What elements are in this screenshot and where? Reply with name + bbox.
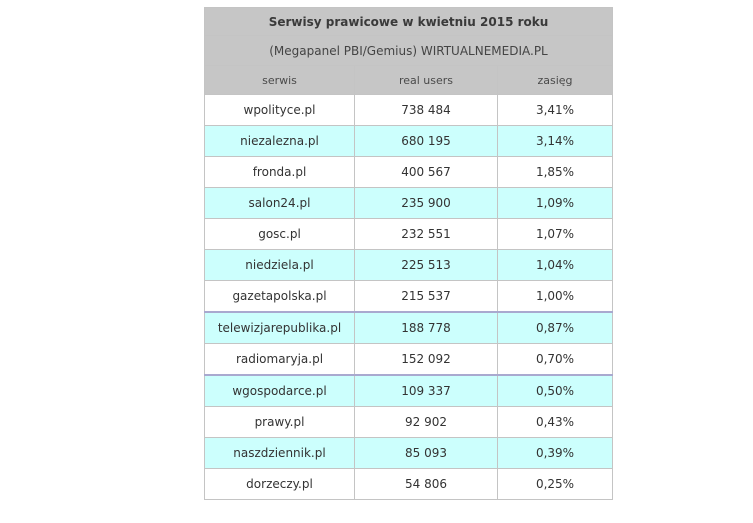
table-row <box>205 469 613 500</box>
real-users-cell: 235 900 <box>355 188 498 219</box>
reach-cell: 3,41% <box>498 95 613 126</box>
table-title: Serwisy prawicowe w kwietniu 2015 roku <box>205 8 613 36</box>
real-users-cell: 232 551 <box>355 219 498 250</box>
table-row <box>205 375 613 407</box>
site-name-cell: niezalezna.pl <box>205 126 355 157</box>
table-row <box>205 250 613 281</box>
site-name-cell: wgospodarce.pl <box>205 375 355 407</box>
real-users-cell: 738 484 <box>355 95 498 126</box>
table-row <box>205 219 613 250</box>
site-name-cell: fronda.pl <box>205 157 355 188</box>
table-row <box>205 407 613 438</box>
reach-cell: 0,50% <box>498 375 613 407</box>
table-subtitle: (Megapanel PBI/Gemius) WIRTUALNEMEDIA.PL <box>205 36 613 66</box>
reach-cell: 0,25% <box>498 469 613 500</box>
column-header-real-users: real users <box>355 66 498 95</box>
site-name-cell: prawy.pl <box>205 407 355 438</box>
real-users-cell: 109 337 <box>355 375 498 407</box>
table-row <box>205 95 613 126</box>
site-name-cell: telewizjarepublika.pl <box>205 312 355 344</box>
real-users-cell: 85 093 <box>355 438 498 469</box>
table-row <box>205 344 613 376</box>
site-name-cell: gazetapolska.pl <box>205 281 355 313</box>
site-name-cell: wpolityce.pl <box>205 95 355 126</box>
websites-ranking-table <box>204 7 613 500</box>
table-row <box>205 312 613 344</box>
reach-cell: 0,70% <box>498 344 613 376</box>
table-row <box>205 126 613 157</box>
real-users-cell: 680 195 <box>355 126 498 157</box>
real-users-cell: 225 513 <box>355 250 498 281</box>
column-header-serwis: serwis <box>205 66 355 95</box>
reach-cell: 3,14% <box>498 126 613 157</box>
site-name-cell: gosc.pl <box>205 219 355 250</box>
reach-cell: 1,07% <box>498 219 613 250</box>
site-name-cell: naszdziennik.pl <box>205 438 355 469</box>
real-users-cell: 54 806 <box>355 469 498 500</box>
real-users-cell: 400 567 <box>355 157 498 188</box>
table-row <box>205 281 613 313</box>
table-title-row <box>205 8 613 36</box>
reach-cell: 1,00% <box>498 281 613 313</box>
reach-cell: 1,85% <box>498 157 613 188</box>
real-users-cell: 188 778 <box>355 312 498 344</box>
reach-cell: 1,04% <box>498 250 613 281</box>
table-row <box>205 438 613 469</box>
site-name-cell: niedziela.pl <box>205 250 355 281</box>
reach-cell: 0,43% <box>498 407 613 438</box>
reach-cell: 0,87% <box>498 312 613 344</box>
real-users-cell: 215 537 <box>355 281 498 313</box>
reach-cell: 0,39% <box>498 438 613 469</box>
real-users-cell: 152 092 <box>355 344 498 376</box>
site-name-cell: dorzeczy.pl <box>205 469 355 500</box>
real-users-cell: 92 902 <box>355 407 498 438</box>
column-header-zasieg: zasięg <box>498 66 613 95</box>
site-name-cell: radiomaryja.pl <box>205 344 355 376</box>
table-row <box>205 188 613 219</box>
site-name-cell: salon24.pl <box>205 188 355 219</box>
table-subtitle-row <box>205 36 613 66</box>
table-row <box>205 157 613 188</box>
reach-cell: 1,09% <box>498 188 613 219</box>
table-header-row <box>205 66 613 95</box>
